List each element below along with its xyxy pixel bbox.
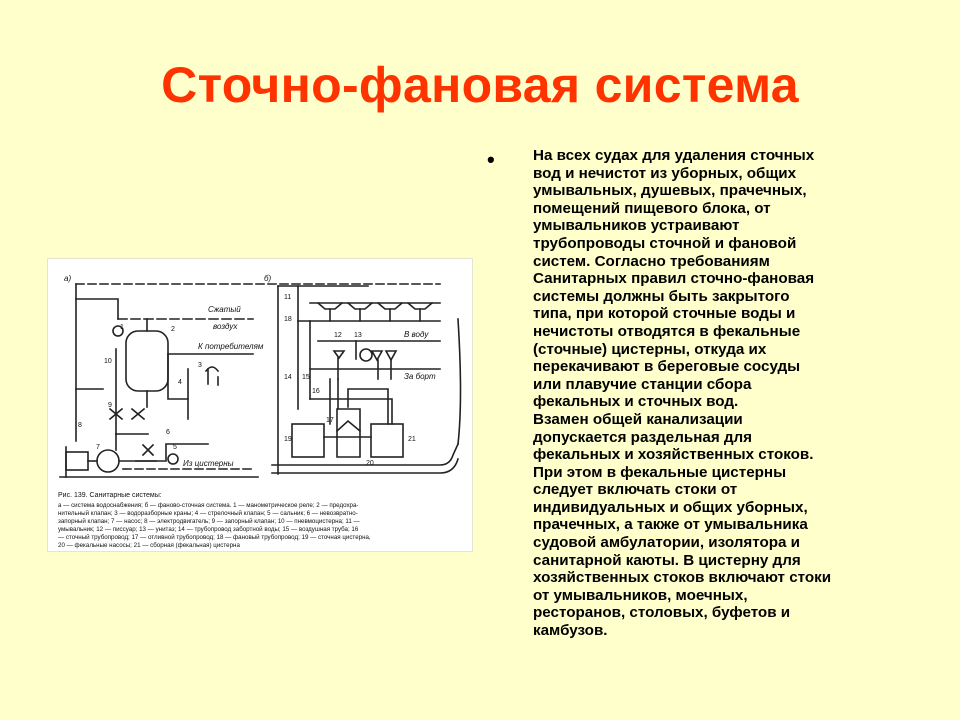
bullet-marker: • — [487, 147, 495, 172]
body-line: систем. Согласно требованиям — [533, 252, 770, 270]
figure-label-air2: воздух — [213, 322, 238, 331]
figure-label-air: Сжатый — [208, 305, 241, 314]
body-line: хозяйственных стоков включают стоки — [533, 569, 832, 587]
figure-num: 8 — [78, 422, 82, 429]
figure-label-from-tank: Из цистерны — [183, 459, 234, 468]
body-line: или плавучие станции сбора — [533, 375, 752, 393]
body-line: Взамен общей канализации — [533, 410, 743, 428]
figure-num: 5 — [173, 444, 177, 451]
body-line: На всех судах для удаления сточных — [533, 147, 815, 164]
figure-num: 2 — [171, 326, 175, 333]
figure-num: 4 — [178, 379, 182, 386]
slide-body-text — [533, 147, 913, 640]
body-line: фекальных и сточных вод. — [533, 393, 739, 411]
figure-num: 19 — [284, 436, 292, 443]
body-line: ресторанов, столовых, буфетов и — [533, 604, 791, 622]
body-line: При этом в фекальные цистерны — [533, 463, 787, 481]
body-line: умывальных, душевых, прачечных, — [533, 182, 807, 200]
figure-caption-line: запорный клапан; 7 — насос; 8 — электродвигатель; 9 — запорный клапан; 10 — пневмоцистерна; 11 — — [58, 518, 360, 525]
body-line: санитарной каюты. В цистерну для — [533, 551, 801, 569]
figure-num: 11 — [284, 294, 292, 301]
body-line: трубопроводы сточной и фановой — [533, 234, 797, 252]
figure-num: 16 — [312, 388, 320, 395]
figure-caption-line: а — система водоснабжения; б — фаново-сточная система. 1 — манометрическое реле; 2 — предохра- — [58, 502, 359, 509]
body-line: фекальных и хозяйственных стоков. — [533, 446, 814, 464]
sanitary-systems-figure — [48, 259, 472, 551]
schematic-drawing — [48, 259, 472, 551]
body-line: Санитарных правил сточно-фановая — [533, 270, 815, 288]
body-line: прачечных, а также от умывальника — [533, 516, 808, 534]
figure-num: 10 — [104, 358, 112, 365]
figure-num: 21 — [408, 436, 416, 443]
slide-title: Сточно-фановая система — [161, 57, 799, 113]
figure-caption-line: — сточный трубопровод; 17 — отливной трубопровод; 18 — фановый трубопровод; 19 — сточная цистерна, — [58, 534, 371, 541]
figure-num: 6 — [166, 429, 170, 436]
body-line: нечистоты отводятся в фекальные — [533, 322, 801, 340]
body-line: следует включать стоки от — [533, 481, 738, 499]
body-line: камбузов. — [533, 622, 608, 640]
figure-caption-line: умывальник; 12 — писсуар; 13 — унитаз; 14 — трубопровод забортной воды; 15 — воздушная труба; 16 — [58, 526, 359, 533]
figure-label-b: б) — [264, 274, 272, 283]
figure-caption-title: Рис. 139. Санитарные системы: — [58, 492, 162, 499]
figure-num: 1 — [120, 324, 124, 331]
body-line: помещений пищевого блока, от — [533, 199, 771, 217]
figure-label-overboard2: За борт — [404, 372, 436, 381]
figure-num: 9 — [108, 402, 112, 409]
figure-num: 20 — [366, 460, 374, 467]
figure-num: 17 — [326, 417, 334, 424]
figure-num: 14 — [284, 374, 292, 381]
body-line: судовой амбулатории, изолятора и — [533, 534, 801, 552]
figure-num: 13 — [354, 332, 362, 339]
figure-num: 18 — [284, 316, 292, 323]
body-line: перекачивают в береговые сосуды — [533, 358, 801, 376]
figure-num: 7 — [96, 444, 100, 451]
figure-label-a: а) — [64, 274, 72, 283]
body-line: индивидуальных и общих уборных, — [533, 498, 808, 516]
body-line: допускается раздельная для — [533, 428, 753, 446]
body-line: (сточные) цистерны, откуда их — [533, 340, 767, 358]
body-line: системы должны быть закрытого — [533, 287, 790, 305]
figure-num: 12 — [334, 332, 342, 339]
figure-caption-line: нительный клапан; 3 — водоразборные краны; 4 — стрелочный клапан; 5 — сальник; 6 — невозвратно- — [58, 510, 358, 517]
figure-label-overboard: В воду — [404, 330, 429, 339]
body-line: вод и нечистот из уборных, общих — [533, 164, 797, 182]
figure-num: 15 — [302, 374, 310, 381]
figure-label-consumers: К потребителям — [198, 342, 264, 351]
body-line: от умывальников, моечных, — [533, 586, 748, 604]
figure-num: 3 — [198, 362, 202, 369]
body-line: умывальников устраивают — [533, 217, 740, 235]
body-line: типа, при которой сточные воды и — [533, 305, 796, 323]
figure-caption-line: 20 — фекальные насосы; 21 — сборная (фекальная) цистерна — [58, 542, 240, 549]
